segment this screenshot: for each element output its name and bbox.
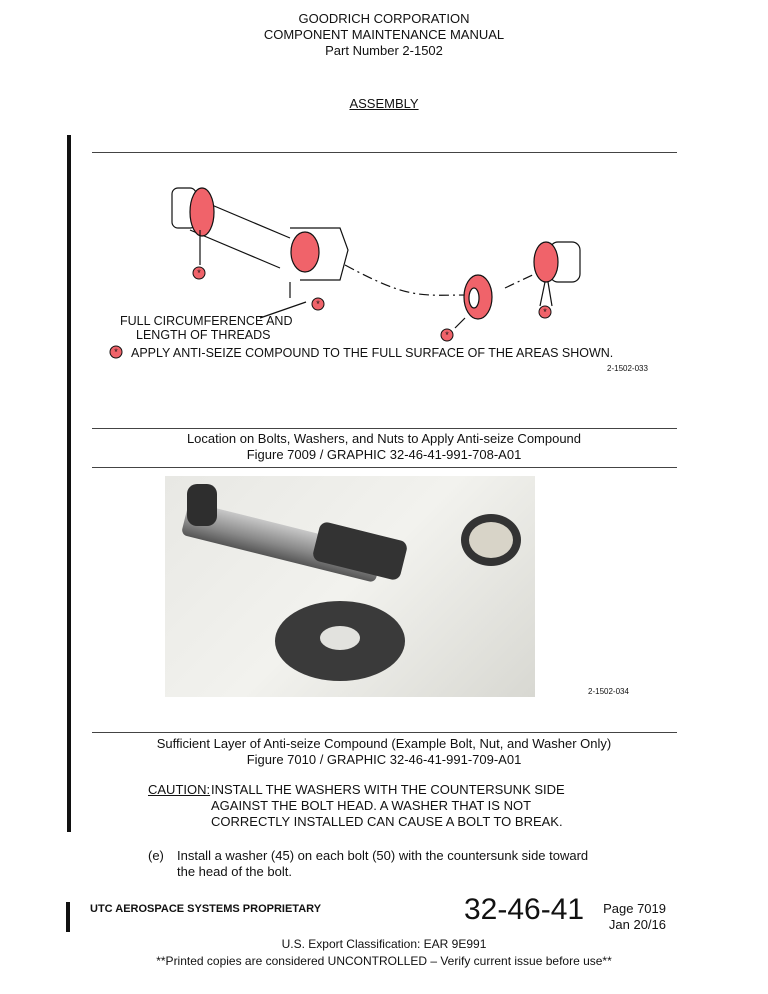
washer-photo [275, 601, 405, 681]
revision-date: Jan 20/16 [608, 917, 666, 932]
callout-threads-2: LENGTH OF THREADS [136, 328, 271, 342]
svg-text:*: * [543, 307, 547, 317]
step-line-1: Install a washer (45) on each bolt (50) with the countersunk side toward [177, 848, 589, 863]
company-name: GOODRICH CORPORATION [298, 11, 470, 26]
manual-title: COMPONENT MAINTENANCE MANUAL [263, 27, 505, 42]
section-title: ASSEMBLY [349, 96, 419, 111]
change-bar [66, 902, 70, 932]
art-id-1: 2-1502-033 [607, 364, 648, 373]
figure-number-1: Figure 7009 / GRAPHIC 32-46-41-991-708-A01 [246, 447, 522, 462]
divider [92, 152, 677, 153]
photo-anti-seize-example [165, 476, 535, 697]
svg-text:*: * [445, 330, 449, 340]
part-number: Part Number 2-1502 [325, 43, 443, 58]
divider [92, 467, 677, 468]
svg-text:*: * [316, 299, 320, 309]
printed-copy-notice: **Printed copies are considered UNCONTROLLED – Verify current issue before use** [156, 954, 612, 968]
figure-number-2: Figure 7010 / GRAPHIC 32-46-41-991-709-A01 [246, 752, 522, 767]
figure-caption-1: Location on Bolts, Washers, and Nuts to Apply Anti-seize Compound [186, 431, 582, 446]
export-classification: U.S. Export Classification: EAR 9E991 [281, 937, 487, 951]
caution-label: CAUTION: [148, 782, 211, 797]
diagram-note: APPLY ANTI-SEIZE COMPOUND TO THE FULL SURFACE OF THE AREAS SHOWN. [131, 346, 614, 360]
ata-number: 32-46-41 [464, 893, 585, 926]
caution-line-3: CORRECTLY INSTALLED CAN CAUSE A BOLT TO BREAK. [211, 814, 563, 829]
svg-text:*: * [114, 347, 118, 357]
nut-photo [461, 514, 521, 566]
figure-caption-2: Sufficient Layer of Anti-seize Compound (Example Bolt, Nut, and Washer Only) [156, 736, 612, 751]
divider [92, 428, 677, 429]
callout-threads: FULL CIRCUMFERENCE AND [120, 314, 293, 328]
step-line-2: the head of the bolt. [177, 864, 292, 879]
svg-text:*: * [197, 268, 201, 278]
divider [92, 732, 677, 733]
proprietary-notice: UTC AEROSPACE SYSTEMS PROPRIETARY [90, 903, 322, 915]
caution-line-2: AGAINST THE BOLT HEAD. A WASHER THAT IS NOT [211, 798, 532, 813]
caution-line-1: INSTALL THE WASHERS WITH THE COUNTERSUNK SIDE [211, 782, 565, 797]
page-number: Page 7019 [603, 901, 666, 916]
step-label: (e) [148, 848, 164, 863]
art-id-2: 2-1502-034 [588, 687, 629, 696]
change-bar [67, 135, 71, 832]
